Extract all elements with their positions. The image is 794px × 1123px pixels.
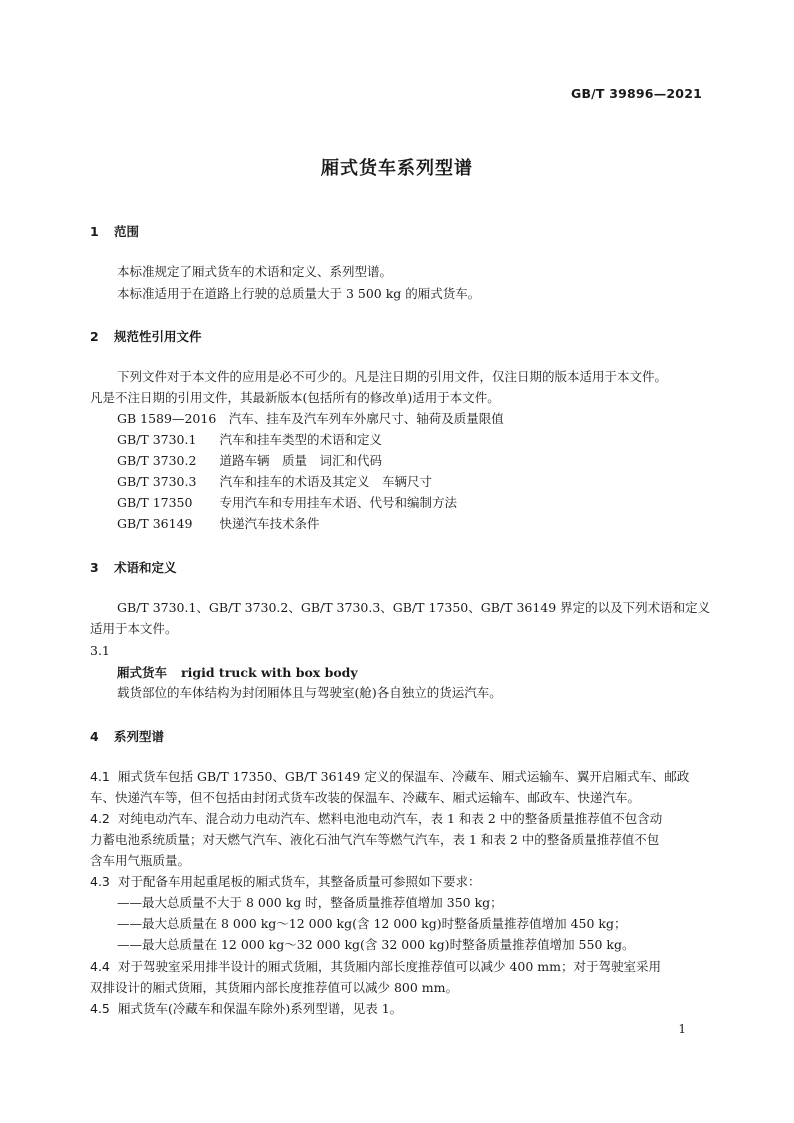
term-number: 3.1	[90, 643, 110, 658]
section-title: 范围	[114, 224, 140, 239]
clause-text: 对纯电动汽车、混合动力电动汽车、燃料电池电动汽车，表 1 和表 2 中的整备质量推荐值不包含动	[118, 811, 663, 826]
section-number: 1	[90, 224, 99, 239]
section-heading-normative-references	[90, 327, 202, 345]
clause-4-3-line-1	[90, 871, 704, 892]
terms-intro-line-2: 适用于本文件。	[90, 621, 178, 636]
clause-4-2-line-3: 含车用气瓶质量。	[90, 853, 191, 868]
clause-4-2-line-1	[90, 808, 704, 829]
scope-paragraph-1: 本标准规定了厢式货车的术语和定义、系列型谱。	[117, 264, 393, 279]
clause-number: 4.1	[90, 769, 110, 784]
reference-title: 汽车、挂车及汽车列车外廓尺寸、轴荷及质量限值	[228, 411, 504, 426]
reference-title: 快递汽车技术条件	[219, 516, 320, 531]
clause-4-2-line-2: 力蓄电池系统质量；对天燃气汽车、液化石油气汽车等燃气汽车，表 1 和表 2 中的整备质量推荐值不包	[90, 832, 660, 847]
page-number: 1	[678, 1022, 686, 1036]
section-title: 术语和定义	[114, 560, 177, 575]
clause-text: 对于驾驶室采用排半设计的厢式货厢，其货厢内部长度推荐值可以减少 400 mm；对于驾驶室采用	[118, 959, 662, 974]
section-heading-terms	[90, 558, 177, 576]
clause-number: 4.5	[90, 1001, 110, 1016]
reference-code: GB 1589—2016	[117, 411, 217, 426]
term-definition: 载货部位的车体结构为封闭厢体且与驾驶室(舱)各自独立的货运汽车。	[117, 685, 502, 700]
section-number: 3	[90, 560, 99, 575]
clause-4-4-line-1	[90, 956, 704, 977]
reference-item	[117, 471, 731, 492]
reference-code: GB/T 3730.3	[117, 474, 197, 489]
clause-4-3-list-item: ——最大总质量不大于 8 000 kg 时，整备质量推荐值增加 350 kg；	[117, 895, 503, 910]
references-intro-line-1: 下列文件对于本文件的应用是必不可少的。凡是注日期的引用文件，仅注日期的版本适用于本文件。	[117, 369, 668, 384]
reference-code: GB/T 3730.1	[117, 432, 197, 447]
document-title: 厢式货车系列型谱	[321, 158, 473, 179]
reference-code: GB/T 3730.2	[117, 453, 197, 468]
references-intro-line-2: 凡是不注日期的引用文件，其最新版本(包括所有的修改单)适用于本文件。	[90, 390, 500, 405]
standard-code: GB/T 39896—2021	[570, 86, 702, 101]
clause-number: 4.4	[90, 959, 110, 974]
reference-item	[117, 408, 731, 429]
reference-code: GB/T 17350	[117, 495, 193, 510]
reference-title: 汽车和挂车类型的术语和定义	[219, 432, 383, 447]
term-entry	[117, 663, 358, 681]
reference-item	[117, 450, 731, 471]
section-number: 2	[90, 329, 99, 344]
clause-4-5-line-1	[90, 998, 704, 1019]
section-number: 4	[90, 729, 99, 744]
clause-number: 4.2	[90, 811, 110, 826]
clause-text: 厢式货车(冷藏车和保温车除外)系列型谱，见表 1。	[118, 1001, 403, 1016]
section-title: 规范性引用文件	[114, 329, 202, 344]
clause-4-1-line-1	[90, 766, 704, 787]
reference-title: 道路车辆 质量 词汇和代码	[219, 453, 383, 468]
reference-code: GB/T 36149	[117, 516, 193, 531]
clause-4-3-list-item: ——最大总质量在 8 000 kg～12 000 kg(含 12 000 kg)时整备质量推荐值增加 450 kg；	[117, 916, 627, 931]
clause-4-1-line-2: 车、快递汽车等，但不包括由封闭式货车改装的保温车、冷藏车、厢式运输车、邮政车、快递汽车。	[90, 790, 641, 805]
terms-intro-line-1: GB/T 3730.1、GB/T 3730.2、GB/T 3730.3、GB/T 17350、GB/T 36149 界定的以及下列术语和定义	[117, 600, 711, 615]
section-title: 系列型谱	[114, 729, 165, 744]
scope-paragraph-2: 本标准适用于在道路上行驶的总质量大于 3 500 kg 的厢式货车。	[117, 286, 481, 301]
term-chinese: 厢式货车	[117, 665, 168, 680]
section-heading-scope	[90, 222, 139, 240]
term-english: rigid truck with box body	[181, 665, 358, 680]
reference-title: 汽车和挂车的术语及其定义 车辆尺寸	[219, 474, 433, 489]
reference-item	[117, 513, 731, 534]
reference-title: 专用汽车和专用挂车术语、代号和编制方法	[219, 495, 458, 510]
reference-item	[117, 429, 731, 450]
clause-4-4-line-2: 双排设计的厢式货厢，其货厢内部长度推荐值可以减少 800 mm。	[90, 980, 459, 995]
clause-4-3-list-item: ——最大总质量在 12 000 kg～32 000 kg(含 32 000 kg)时整备质量推荐值增加 550 kg。	[117, 937, 635, 952]
section-heading-series	[90, 727, 164, 745]
clause-number: 4.3	[90, 874, 110, 889]
reference-item	[117, 492, 731, 513]
clause-text: 对于配备车用起重尾板的厢式货车，其整备质量可参照如下要求：	[118, 874, 481, 889]
clause-text: 厢式货车包括 GB/T 17350、GB/T 36149 定义的保温车、冷藏车、厢式运输车、翼开启厢式车、邮政	[118, 769, 690, 784]
